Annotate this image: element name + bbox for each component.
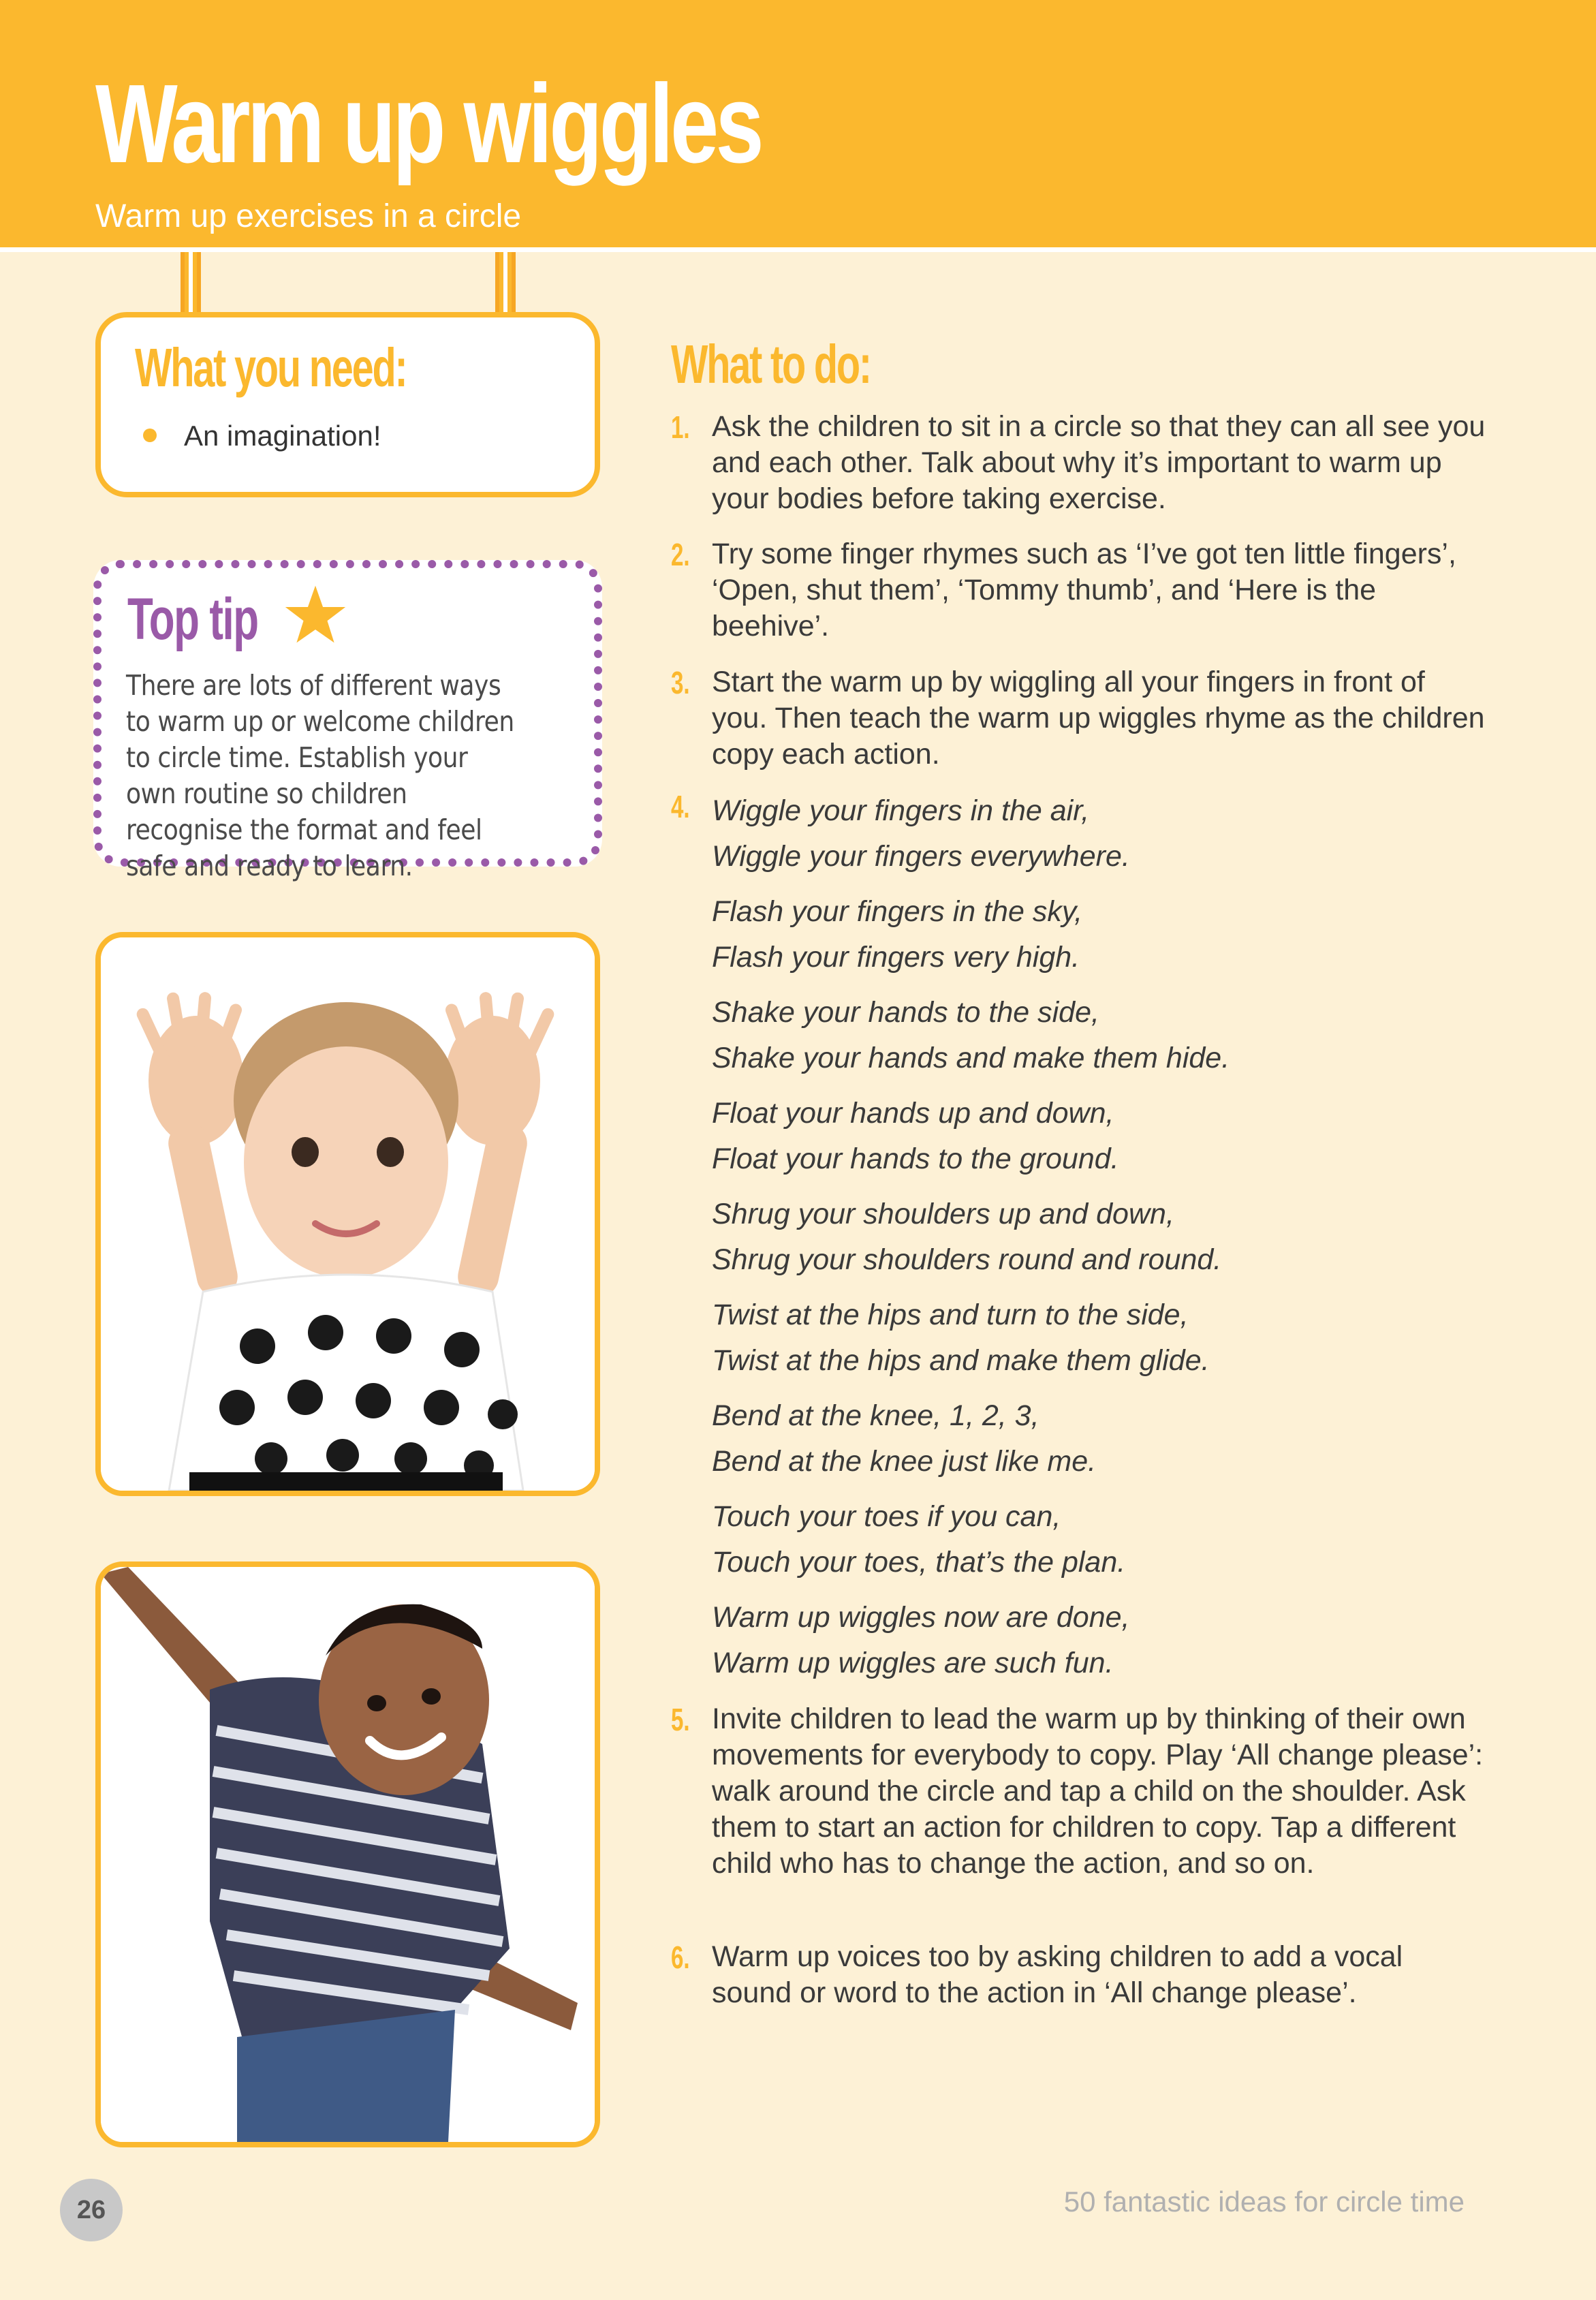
step-number: 1. xyxy=(671,409,690,445)
top-tip-text: There are lots of different ways to warm up or welcome children to circle time. Establish your own routine so children recognise the format and feel safe and ready to learn. xyxy=(126,669,514,882)
page-title: Warm up wiggles xyxy=(95,61,761,186)
page-header xyxy=(0,0,1596,252)
star-icon xyxy=(284,583,347,646)
step-text: Ask the children to sit in a circle so that they can all see you and each other. Talk about why it’s important to warm up your bodies before taking exercise. xyxy=(712,410,1486,515)
top-tip-heading: Top tip xyxy=(127,587,258,652)
step-number: 5. xyxy=(671,1702,690,1737)
footer-book-title: 50 fantastic ideas for circle time xyxy=(1063,2186,1465,2218)
rhyme-line: Shrug your shoulders round and round. xyxy=(712,1243,1222,1276)
page-number: 26 xyxy=(60,2179,123,2241)
rhyme-line: Bend at the knee just like me. xyxy=(712,1445,1097,1478)
top-tip-box xyxy=(93,560,602,882)
rhyme-line: Touch your toes, that’s the plan. xyxy=(712,1546,1126,1579)
rhyme-line: Shrug your shoulders up and down, xyxy=(712,1198,1174,1230)
need-list-item xyxy=(143,420,381,452)
rhyme-line: Warm up wiggles now are done, xyxy=(712,1601,1130,1634)
rhyme-line: Twist at the hips and turn to the side, xyxy=(712,1299,1189,1331)
step-text: Try some finger rhymes such as ‘I’ve got ten little fingers’, ‘Open, shut them’, ‘Tommy thumb’, and ‘Here is the beehive’. xyxy=(712,538,1456,642)
rhyme-line: Wiggle your fingers in the air, xyxy=(712,794,1090,827)
bullet-icon xyxy=(143,429,157,442)
rhyme-line: Float your hands to the ground. xyxy=(712,1143,1119,1175)
what-to-do-heading: What to do: xyxy=(671,334,871,394)
photo-girl-hands-up xyxy=(95,932,600,1496)
rhyme-line: Warm up wiggles are such fun. xyxy=(712,1647,1114,1679)
boy-illustration xyxy=(101,1567,595,2142)
what-you-need-box xyxy=(95,312,600,497)
rhyme-line: Touch your toes if you can, xyxy=(712,1500,1061,1533)
step-text: Warm up voices too by asking children to add a vocal sound or word to the action in ‘All change please’. xyxy=(712,1940,1403,2009)
rhyme-line: Bend at the knee, 1, 2, 3, xyxy=(712,1399,1039,1432)
step-text: Invite children to lead the warm up by thinking of their own movements for everybody to copy. Play ‘All change please’: walk around the circle and tap a child on the shoulder. Ask them to start an action for children to copy. Tap a different child who has to change the action, and so on. xyxy=(712,1703,1484,1880)
hanger-left xyxy=(181,252,201,313)
step-text: Start the warm up by wiggling all your fingers in front of you. Then teach the warm up wiggles rhyme as the children copy each action. xyxy=(712,666,1485,771)
hanger-right xyxy=(495,252,516,313)
rhyme-line: Twist at the hips and make them glide. xyxy=(712,1344,1210,1377)
what-you-need-heading: What you need: xyxy=(135,337,407,398)
rhyme-line: Wiggle your fingers everywhere. xyxy=(712,840,1130,873)
step-number: 6. xyxy=(671,1940,690,1975)
page-subtitle: Warm up exercises in a circle xyxy=(95,198,522,234)
rhyme-line: Shake your hands to the side, xyxy=(712,996,1099,1029)
photo-boy-arms-out xyxy=(95,1561,600,2147)
rhyme-line: Float your hands up and down, xyxy=(712,1097,1114,1130)
girl-illustration xyxy=(101,937,595,1491)
step-number: 3. xyxy=(671,665,690,700)
step-number: 2. xyxy=(671,537,690,572)
rhyme-line: Shake your hands and make them hide. xyxy=(712,1042,1230,1074)
rhyme-line: Flash your fingers in the sky, xyxy=(712,895,1083,928)
need-item-text: An imagination! xyxy=(184,420,381,452)
rhyme-line: Flash your fingers very high. xyxy=(712,941,1080,974)
step-number: 4. xyxy=(671,789,690,824)
